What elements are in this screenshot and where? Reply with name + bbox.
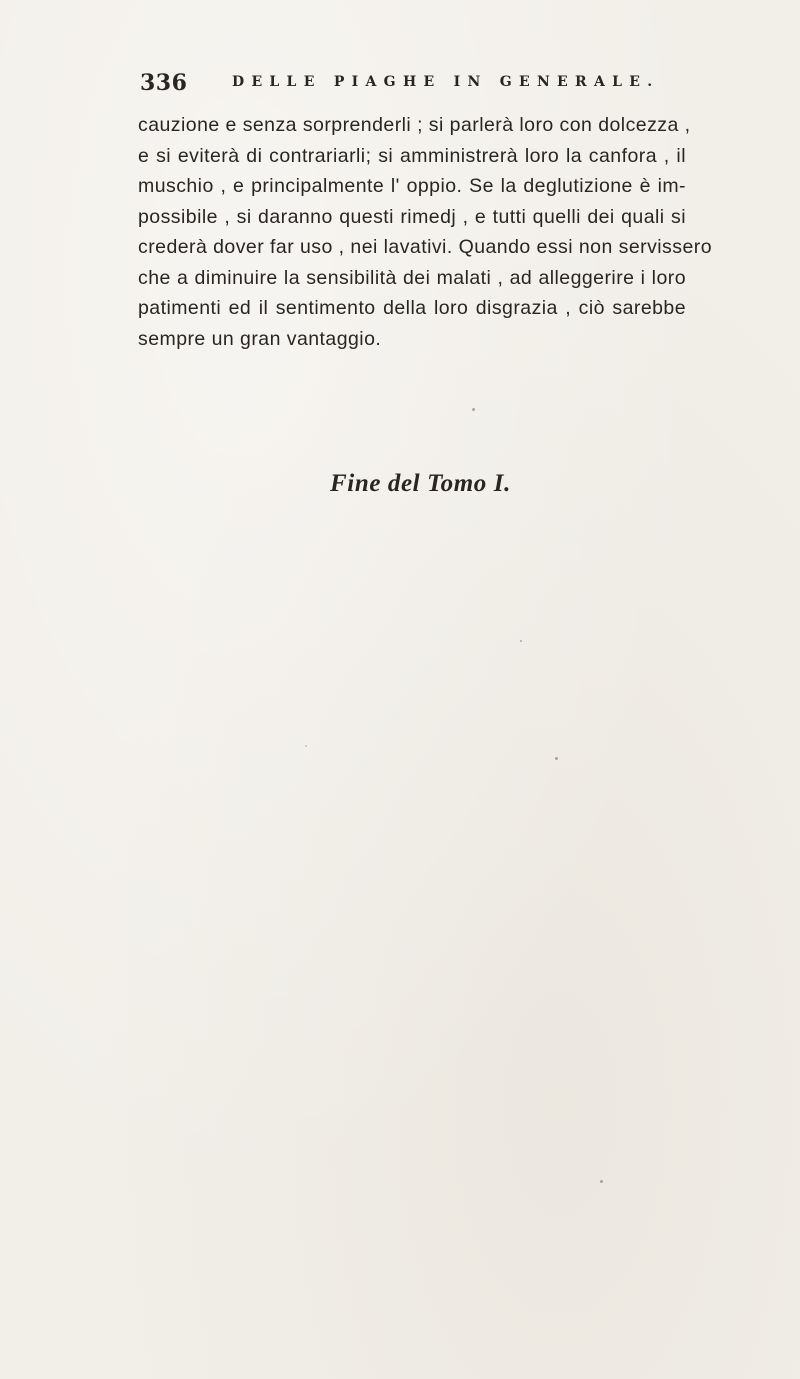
text-line: patimenti ed il sentimento della loro disgrazia , ciò sarebbe xyxy=(138,297,686,319)
text-line: crederà dover far uso , nei lavativi. Quando essi non servissero xyxy=(138,236,712,258)
running-head: DELLE PIAGHE IN GENERALE. xyxy=(232,74,660,90)
text-line: sempre un gran vantaggio. xyxy=(138,327,382,350)
page-number: 336 xyxy=(140,70,188,96)
paper-speck xyxy=(472,408,475,411)
text-line: possibile , si daranno questi rimedj , e tutti quelli dei quali si xyxy=(138,205,686,228)
text-line: che a diminuire la sensibilità dei malati , ad alleggerire i loro xyxy=(138,266,686,289)
page-header xyxy=(140,70,680,110)
paper-speck xyxy=(520,640,522,642)
end-of-volume-colophon: Fine del Tomo I. xyxy=(330,470,511,497)
paper-speck xyxy=(305,745,307,747)
text-line: e si eviterà di contrariarli; si amministrerà loro la canfora , il xyxy=(138,144,686,167)
body-paragraph xyxy=(138,110,712,354)
paper-speck xyxy=(555,757,558,760)
paper-speck xyxy=(600,1180,603,1183)
text-line: muschio , e principalmente l' oppio. Se la deglutizione è im- xyxy=(138,175,686,197)
text-line: cauzione e senza sorprenderli ; si parlerà loro con dolcezza , xyxy=(138,114,691,136)
